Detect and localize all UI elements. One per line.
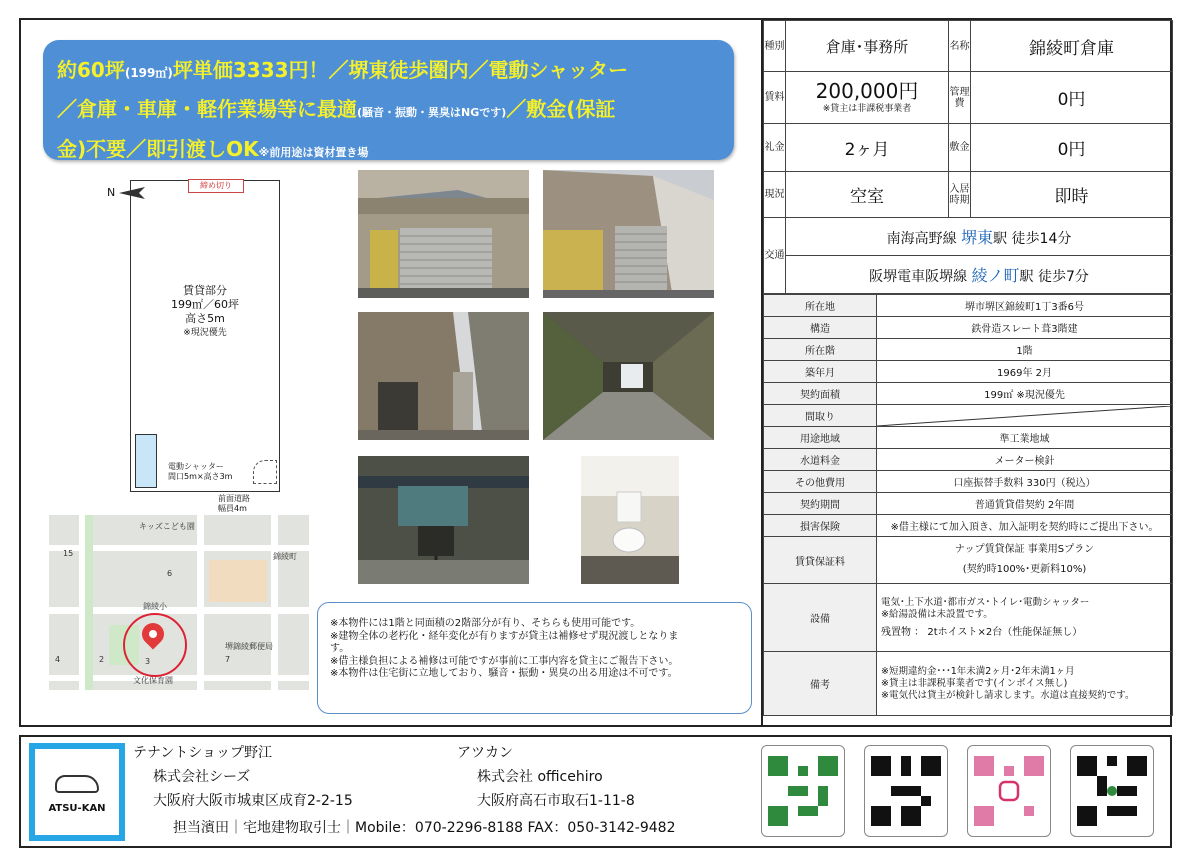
movein-value: 即時 [971, 172, 1173, 218]
photo-toilet [581, 456, 679, 584]
rent-label: 賃料 [764, 72, 786, 124]
photo-hoist [358, 456, 529, 584]
banner-line-1 [57, 52, 720, 91]
detail-value: 1階 [877, 339, 1173, 361]
note-line: ※本物件には1階と同面積の2階部分が有り、そちらも使用可能です。 [330, 618, 641, 629]
floor-plan [83, 172, 323, 522]
detail-label: 所在階 [764, 339, 877, 361]
guarantee-label: 賃貸保証料 [764, 537, 877, 584]
notes-box [317, 602, 752, 714]
note-line: ※建物全体の老朽化・経年変化が有りますが貸主は補修せず現況渡しとなりま [330, 630, 679, 642]
banner-headline-2: ／倉庫・車庫・軽作業場等に最適 [57, 97, 357, 121]
rent-note: ※貸主は非課税事業者 [822, 104, 912, 114]
deposit-label: 敷金 [949, 124, 971, 172]
banner-line-2 [57, 91, 720, 131]
banner-line-3 [57, 131, 720, 171]
facilities-line: ※給湯設備は未設置です。 [881, 608, 993, 620]
atsukan-logo [29, 743, 125, 841]
detail-value: 199㎡ ※現況優先 [877, 383, 1173, 405]
remarks-label: 備考 [764, 652, 877, 716]
map-label-block3: 3 [145, 657, 151, 666]
road-width: 幅員4m [218, 504, 247, 513]
note-line: ※本物件は住宅街に立地しており、騒音・振動・異臭の出る用途は不可です。 [330, 668, 678, 679]
guarantee-rate: (契約時100%･更新料10%) [962, 564, 1087, 575]
details-panel [761, 20, 1170, 725]
road-title: 前面道路 [218, 494, 250, 503]
rental-area-label [130, 284, 280, 340]
agent2-company: 株式会社 officehiro [477, 769, 603, 785]
detail-label: 間取り [764, 405, 877, 427]
map-label-nishiki: 錦綾町 [273, 552, 297, 561]
agent1-address: 大阪府大阪市城東区成育2-2-15 [153, 793, 353, 809]
detail-label: その他費用 [764, 471, 877, 493]
map-label-block2: 2 [99, 655, 105, 664]
logo-text: ATSU-KAN [48, 803, 106, 814]
detail-label: 損害保険 [764, 515, 877, 537]
facilities-line: 残置物 ： 2tホイスト×2台（性能保証無し） [881, 626, 1083, 638]
detail-value: 普通賃貸借契約 2年間 [877, 493, 1173, 515]
rent-value: 200,000円 [815, 79, 919, 103]
contact-line: 担当濱田｜宅地建物取引士｜Mobile：070-2296-8188 FAX：050-3142-9482 [173, 820, 676, 836]
remarks-line: ※電気代は貸主が検針し請求します。水道は直接契約です。 [881, 689, 1135, 701]
location-map [49, 515, 309, 690]
station2-walk: 徒歩7分 [1038, 269, 1089, 285]
agent2-address: 大阪府高石市取石1-11-8 [477, 793, 635, 809]
name-value: 錦綾町倉庫 [971, 21, 1173, 72]
remarks-value [877, 652, 1173, 716]
station2-line: 阪堺電車阪堺線 [869, 269, 968, 285]
banner-noise-note: (騒音・振動・異臭はNGです) [357, 106, 507, 119]
shutter-label [168, 462, 232, 482]
agent-2 [457, 741, 635, 813]
closed-bay-label: 締め切り [188, 179, 244, 193]
map-label-block7: 7 [225, 655, 231, 664]
photo-exterior-angle [543, 170, 714, 298]
key-money-label: 礼金 [764, 124, 786, 172]
map-label-route: 15 [63, 549, 74, 558]
agent-footer [19, 735, 1172, 848]
map-label-block6: 6 [167, 569, 173, 578]
headline-banner [43, 40, 734, 160]
property-flyer [19, 18, 1172, 727]
qr-code-icon[interactable] [761, 745, 845, 837]
layout-empty [877, 405, 1173, 427]
banner-prior-use-note: ※前用途は資材置き場 [258, 146, 369, 159]
deposit-value: 0円 [971, 124, 1173, 172]
mgmt-value: 0円 [971, 72, 1173, 124]
priority-note: ※現況優先 [183, 328, 227, 338]
car-icon [55, 775, 99, 793]
detail-label: 築年月 [764, 361, 877, 383]
detail-value: 鉄骨造スレート葺3階建 [877, 317, 1173, 339]
instagram-qr-icon[interactable] [967, 745, 1051, 837]
remarks-line: ※貸主は非課税事業者です(インボイス無し) [881, 677, 1068, 689]
transport-label: 交通 [764, 218, 786, 294]
map-label-post: 堺錦綾郵便局 [225, 642, 273, 651]
facilities-label: 設備 [764, 584, 877, 652]
photo-side-alley [358, 312, 529, 440]
left-panel [21, 20, 761, 725]
banner-area-sqm: (199㎡) [124, 66, 173, 80]
detail-value: 1969年 2月 [877, 361, 1173, 383]
qr-code-icon[interactable] [1070, 745, 1154, 837]
banner-headline-1: 坪単価3333円！／堺東徒歩圏内／電動シャッター [172, 58, 629, 82]
status-value: 空室 [786, 172, 949, 218]
station1-line: 南海高野線 [886, 231, 957, 247]
station1-name: 堺東 [961, 228, 994, 247]
map-label-school: 錦綾小 [143, 602, 167, 611]
guarantee-value [877, 537, 1173, 584]
type-value: 倉庫･事務所 [786, 21, 949, 72]
shutter-dims: 間口5m×高さ3m [168, 472, 233, 481]
agent1-shop: テナントショップ野江 [133, 745, 273, 761]
station1-walk: 徒歩14分 [1011, 231, 1072, 247]
map-label-block4: 4 [55, 655, 61, 664]
photo-exterior-front [358, 170, 529, 298]
remarks-line: ※短期違約金･･･1年未満2ヶ月･2年未満1ヶ月 [881, 665, 1075, 677]
station-2 [786, 256, 1173, 294]
area-title: 賃貸部分 [183, 284, 227, 297]
map-label-nursery: 文化保育園 [133, 676, 173, 685]
detail-value: ※借主様にて加入頂き、加入証明を契約時にご提出下さい。 [877, 515, 1173, 537]
station2-suffix: 駅 [1019, 269, 1034, 285]
toilet-room [135, 434, 157, 488]
status-label: 現況 [764, 172, 786, 218]
station-1 [786, 218, 1173, 256]
map-label-kids: キッズこども園 [139, 522, 195, 531]
rent-cell [786, 72, 949, 124]
agent-1 [133, 741, 353, 813]
key-money-value: 2ヶ月 [786, 124, 949, 172]
detail-value: 口座振替手数料 330円（税込） [877, 471, 1173, 493]
detail-label: 用途地域 [764, 427, 877, 449]
movein-label: 入居時期 [949, 172, 971, 218]
note-line: ※借主様負担による補修は可能ですが事前に工事内容を貸主にご報告下さい。 [330, 655, 679, 667]
detail-label: 水道料金 [764, 449, 877, 471]
door-swing-icon [253, 460, 277, 484]
detail-value: メーター検針 [877, 449, 1173, 471]
station2-name: 綾ノ町 [971, 266, 1020, 285]
area-size: 199㎡／60坪 [171, 298, 239, 311]
compass-label: N [107, 186, 116, 199]
photo-interior [543, 312, 714, 440]
ceiling-height: 高さ5m [185, 312, 225, 325]
detail-value: 準工業地域 [877, 427, 1173, 449]
road-label [218, 494, 250, 514]
agent2-shop: アツカン [457, 745, 513, 761]
mgmt-label: 管理費 [949, 72, 971, 124]
agent1-company: 株式会社シーズ [153, 769, 251, 785]
details-table [763, 294, 1173, 716]
guarantee-plan: ナップ賃貸保証 事業用Sプラン [954, 544, 1095, 555]
detail-label: 契約期間 [764, 493, 877, 515]
detail-label: 所在地 [764, 295, 877, 317]
banner-area: 約60坪 [57, 58, 125, 82]
station1-suffix: 駅 [993, 231, 1008, 247]
name-label: 名称 [949, 21, 971, 72]
shutter-title: 電動シャッター [168, 462, 224, 471]
summary-table [763, 20, 1173, 294]
type-label: 種別 [764, 21, 786, 72]
detail-label: 契約面積 [764, 383, 877, 405]
qr-code-icon[interactable] [864, 745, 948, 837]
banner-headline-3: ／敷金(保証 [506, 97, 616, 121]
facilities-value [877, 584, 1173, 652]
detail-value: 堺市堺区錦綾町1丁3番6号 [877, 295, 1173, 317]
detail-label: 構造 [764, 317, 877, 339]
note-line: す。 [330, 643, 350, 654]
banner-headline-4: 金)不要／即引渡しOK [57, 137, 259, 161]
facilities-line: 電気･上下水道･都市ガス･トイレ･電動シャッター [881, 596, 1090, 608]
